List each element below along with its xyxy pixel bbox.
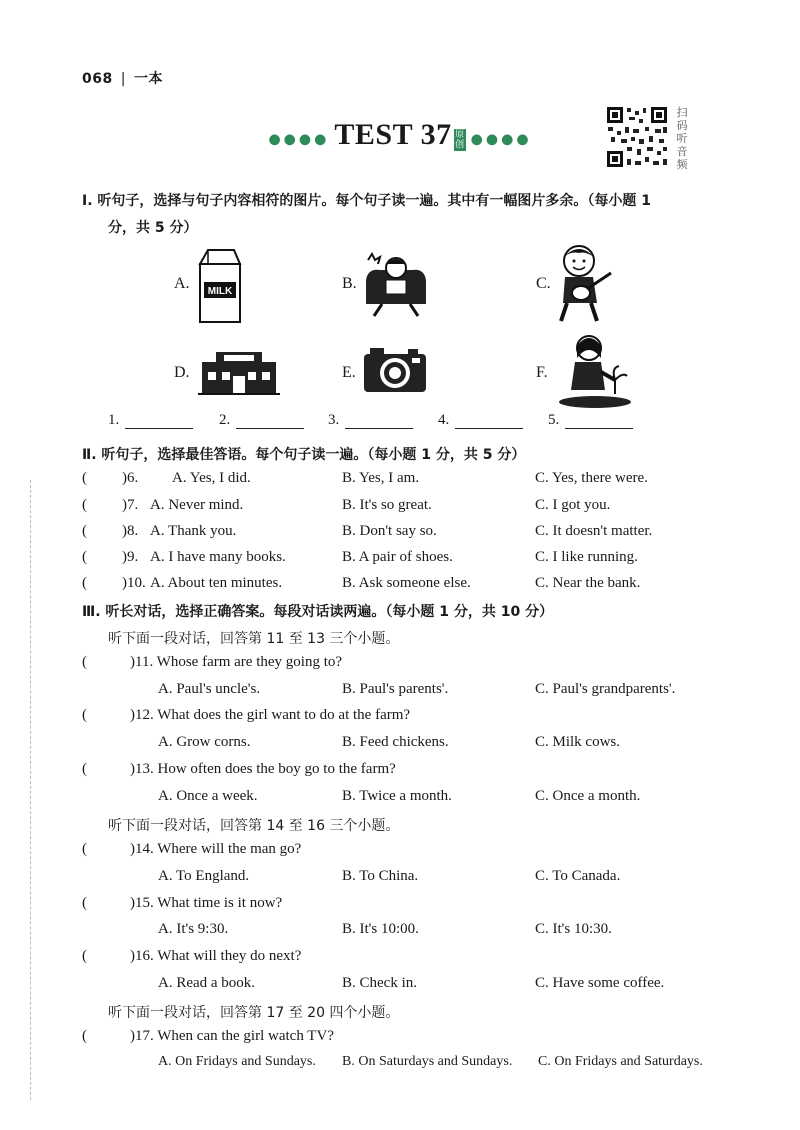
option-c: C. I got you.: [535, 497, 611, 513]
option-c: C. It's 10:30.: [535, 921, 612, 937]
question-number: )7.: [122, 497, 139, 513]
question-text: )13. How often does the boy go to the farm?: [130, 761, 396, 777]
question-number: )9.: [122, 549, 139, 565]
option-a: A. Thank you.: [150, 523, 237, 539]
option-a: A. Never mind.: [150, 497, 244, 513]
camera-icon: [362, 346, 428, 394]
original-badge: 原创: [455, 129, 465, 150]
option-a: A. About ten minutes.: [150, 575, 283, 591]
blank-1[interactable]: [108, 412, 193, 429]
answer-paren[interactable]: (: [82, 497, 87, 513]
question-text: )12. What does the girl want to do at the farm?: [130, 707, 411, 723]
question-text: )16. What will they do next?: [130, 948, 302, 964]
option-a: A. I have many books.: [150, 549, 286, 565]
option-b: B. A pair of shoes.: [342, 549, 453, 565]
blank-4[interactable]: [438, 412, 523, 429]
section-3-heading: Ⅲ. 听长对话，选择正确答案。每段对话读两遍。（每小题 1 分，共 10 分）: [82, 604, 554, 620]
option-a: A. Grow corns.: [158, 734, 251, 750]
section-1-heading-cont: 分，共 5 分）: [108, 220, 198, 236]
answer-paren[interactable]: (: [82, 654, 87, 670]
question-text: )11. Whose farm are they going to?: [130, 654, 343, 670]
option-a: A. Paul's uncle's.: [158, 681, 261, 697]
option-b: B. Yes, I am.: [342, 470, 420, 486]
option-a: A. Once a week.: [158, 788, 258, 804]
picture-e-label: E.: [342, 364, 356, 381]
blank-5[interactable]: [548, 412, 633, 429]
answer-paren[interactable]: (: [82, 841, 87, 857]
option-b: B. Don't say so.: [342, 523, 437, 539]
option-c: C. To Canada.: [535, 868, 621, 884]
answer-paren[interactable]: (: [82, 1028, 87, 1044]
option-b: B. Check in.: [342, 975, 417, 991]
option-a: A. To England.: [158, 868, 250, 884]
blank-3[interactable]: [328, 412, 413, 429]
option-a: A. On Fridays and Sundays.: [158, 1054, 316, 1069]
binding-margin-line: [30, 480, 32, 1100]
option-b: B. It's 10:00.: [342, 921, 419, 937]
dialogue-intro-1: 听下面一段对话，回答第 11 至 13 三个小题。: [108, 631, 400, 647]
answer-paren[interactable]: (: [82, 470, 87, 486]
section-2-heading: Ⅱ. 听句子，选择最佳答语。每个句子读一遍。（每小题 1 分，共 5 分）: [82, 447, 526, 463]
answer-paren[interactable]: (: [82, 549, 87, 565]
option-b: B. Twice a month.: [342, 788, 452, 804]
qr-code-icon[interactable]: [605, 105, 669, 169]
qr-caption: 扫码听音频: [676, 106, 688, 171]
boy-reading-icon: [362, 250, 430, 320]
question-number: )8.: [122, 523, 139, 539]
question-text: )15. What time is it now?: [130, 895, 283, 911]
left-dots-icon: ●●●●: [268, 131, 330, 148]
option-a: A. Read a book.: [158, 975, 256, 991]
page-header: [82, 68, 163, 88]
picture-a-label: A.: [174, 275, 190, 292]
option-c: C. I like running.: [535, 549, 638, 565]
option-c: C. It doesn't matter.: [535, 523, 653, 539]
blank-2[interactable]: [219, 412, 304, 429]
question-number: )10.: [122, 575, 146, 591]
option-a: A. Yes, I did.: [172, 470, 251, 486]
option-c: C. Yes, there were.: [535, 470, 648, 486]
question-text: )14. Where will the man go?: [130, 841, 302, 857]
answer-paren[interactable]: (: [82, 948, 87, 964]
option-c: C. Have some coffee.: [535, 975, 665, 991]
option-b: B. It's so great.: [342, 497, 432, 513]
picture-b-label: B.: [342, 275, 357, 292]
blank-3-label: 3.: [328, 412, 340, 428]
milk-text: MILK: [207, 286, 233, 297]
header-separator: |: [120, 71, 126, 87]
answer-paren[interactable]: (: [82, 761, 87, 777]
milk-carton-icon: [194, 246, 244, 324]
option-c: C. On Fridays and Saturdays.: [538, 1054, 703, 1069]
blank-2-label: 2.: [219, 412, 231, 428]
option-c: C. Milk cows.: [535, 734, 621, 750]
question-number: )6.: [122, 470, 139, 486]
blank-1-label: 1.: [108, 412, 120, 428]
option-c: C. Once a month.: [535, 788, 641, 804]
option-b: B. Ask someone else.: [342, 575, 471, 591]
option-b: B. Feed chickens.: [342, 734, 449, 750]
dialogue-intro-3: 听下面一段对话，回答第 17 至 20 四个小题。: [108, 1005, 400, 1021]
boy-guitar-icon: [555, 243, 615, 325]
answer-paren[interactable]: (: [82, 575, 87, 591]
option-c: C. Paul's grandparents'.: [535, 681, 676, 697]
building-icon: [198, 350, 280, 396]
blank-4-label: 4.: [438, 412, 450, 428]
dialogue-intro-2: 听下面一段对话，回答第 14 至 16 三个小题。: [108, 818, 400, 834]
option-b: B. Paul's parents'.: [342, 681, 449, 697]
option-c: C. Near the bank.: [535, 575, 641, 591]
page-title: TEST 37: [334, 118, 452, 151]
answer-paren[interactable]: (: [82, 523, 87, 539]
option-b: B. To China.: [342, 868, 419, 884]
book-name: 一本: [133, 71, 163, 87]
picture-c-label: C.: [536, 275, 551, 292]
section-1-heading: Ⅰ. 听句子，选择与句子内容相符的图片。每个句子读一遍。其中有一幅图片多余。（每小题 1: [82, 193, 652, 209]
blank-5-label: 5.: [548, 412, 560, 428]
page-number: 068: [82, 71, 113, 87]
answer-paren[interactable]: (: [82, 707, 87, 723]
option-a: A. It's 9:30.: [158, 921, 229, 937]
option-b: B. On Saturdays and Sundays.: [342, 1054, 513, 1069]
picture-f-label: F.: [536, 364, 548, 381]
picture-d-label: D.: [174, 364, 190, 381]
girl-planting-icon: [555, 332, 633, 410]
right-dots-icon: ●●●●: [470, 131, 532, 148]
question-text: )17. When can the girl watch TV?: [130, 1028, 334, 1044]
answer-paren[interactable]: (: [82, 895, 87, 911]
